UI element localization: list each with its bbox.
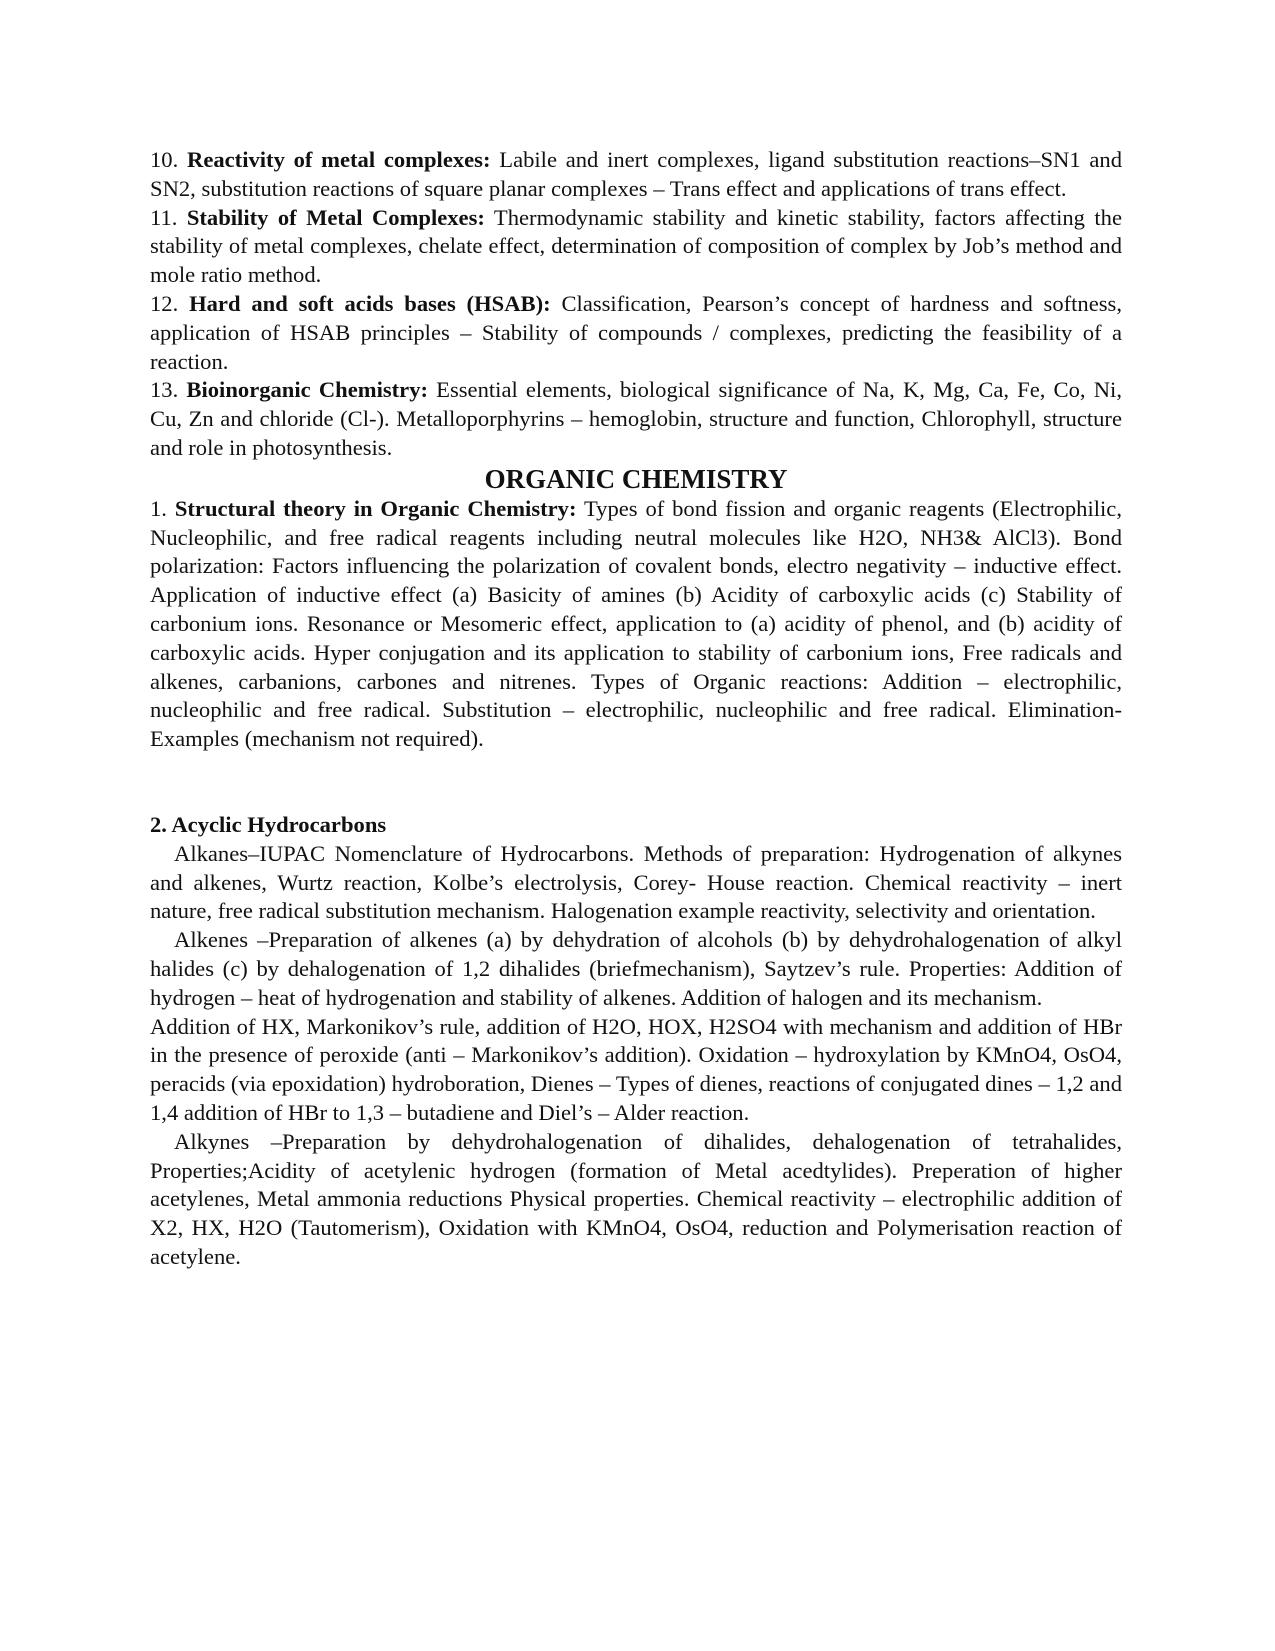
alkenes-paragraph: Alkenes –Preparation of alkenes (a) by dehydration of alcohols (b) by dehydrohalogenation of alkyl halides (c) by dehalogenation of 1,2 dihalides (briefmechanism), Saytzev’s rule. Properties: Addition of hydrogen – heat of hydrogenation and stability of alkenes. Addition of halogen and its mechanism. — [150, 927, 1122, 1010]
topic-11-paragraph — [150, 204, 1122, 290]
topic-text: Thermodynamic stability and kinetic stability, factors affecting the stability of metal complexes, chelate effect, determination of composition of complex by Job’s method and mole ratio method. — [150, 204, 1122, 288]
topic-text: Essential elements, biological significance of Na, K, Mg, Ca, Fe, Co, Ni, Cu, Zn and chloride (Cl-). Metalloporphyrins – hemoglobin, structure and function, Chlorophyll, structure and role in photosynthesis. — [150, 377, 1122, 460]
topic-13-paragraph — [150, 376, 1122, 462]
topic-number: 13. — [150, 377, 179, 403]
topic-number: 1. — [150, 495, 167, 521]
acyclic-hydrocarbons-heading: 2. Acyclic Hydrocarbons — [150, 811, 387, 837]
topic-title: Bioinorganic Chemistry: — [186, 377, 429, 403]
alkynes-paragraph: Alkynes –Preparation by dehydrohalogenation of dihalides, dehalogenation of tetrahalides, Properties;Acidity of acetylenic hydrogen (formation of Metal acedtylides). Preperation of higher acetylenes, Metal ammonia reductions Physical properties. Chemical reactivity – electrophilic addition of X2, HX, H2O (Tautomerism), Oxidation with KMnO4, OsO4, reduction and Polymerisation reaction of acetylene. — [150, 1128, 1122, 1269]
topic-title: Stability of Metal Complexes: — [186, 204, 485, 230]
topic-10-paragraph — [150, 146, 1122, 204]
topic-12-paragraph — [150, 290, 1122, 376]
topic-title: Hard and soft acids bases (HSAB): — [189, 290, 551, 316]
organic-chemistry-heading: ORGANIC CHEMISTRY — [484, 463, 788, 494]
document-page — [150, 146, 1122, 1272]
alkanes-paragraph: Alkanes–IUPAC Nomenclature of Hydrocarbons. Methods of preparation: Hydrogenation of alkynes and alkenes, Wurtz reaction, Kolbe’s electrolysis, Corey- House reaction. Chemical reactivity – inert nature, free radical substitution mechanism. Halogenation example reactivity, selectivity and orientation. — [150, 840, 1122, 924]
topic-number: 12. — [150, 290, 179, 316]
topic-number: 10. — [150, 147, 179, 172]
topic-title: Reactivity of metal complexes: — [187, 147, 491, 172]
topic-text: Labile and inert complexes, ligand substitution reactions–SN1 and SN2, substitution reactions of square planar complexes – Trans effect and applications of trans effect. — [150, 147, 1123, 201]
topic-number: 11. — [150, 204, 178, 230]
topic-title: Structural theory in Organic Chemistry: — [174, 495, 577, 521]
organic-topic-1-paragraph — [150, 495, 1122, 754]
addition-paragraph: Addition of HX, Markonikov’s rule, addition of H2O, HOX, H2SO4 with mechanism and addition of HBr in the presence of peroxide (anti – Markonikov’s addition). Oxidation – hydroxylation by KMnO4, OsO4, peracids (via epoxidation) hydroboration, Dienes – Types of dienes, reactions of conjugated dines – 1,2 and 1,4 addition of HBr to 1,3 – butadiene and Diel’s – Alder reaction. — [150, 1013, 1122, 1125]
topic-text: Classification, Pearson’s concept of hardness and softness, application of HSAB principles – Stability of compounds / complexes, predicting the feasibility of a reaction. — [150, 290, 1122, 374]
topic-text: Types of bond fission and organic reagents (Electrophilic, Nucleophilic, and free radical reagents including neutral molecules like H2O, NH3& AlCl3). Bond polarization: Factors influencing the polarization of covalent bonds, electro negativity – inductive effect. Application of inductive effect (a) Basicity of amines (b) Acidity of carboxylic acids (c) Stability of carbonium ions. Resonance or Mesomeric effect, application to (a) acidity of phenol, and (b) acidity of carboxylic acids. Hyper conjugation and its application to stability of carbonium ions, Free radicals and alkenes, carbanions, carbones and nitrenes. Types of Organic reactions: Addition – electrophilic, nucleophilic and free radical. Substitution – electrophilic, nucleophilic and free radical. Elimination- Examples (mechanism not required). — [150, 495, 1122, 752]
